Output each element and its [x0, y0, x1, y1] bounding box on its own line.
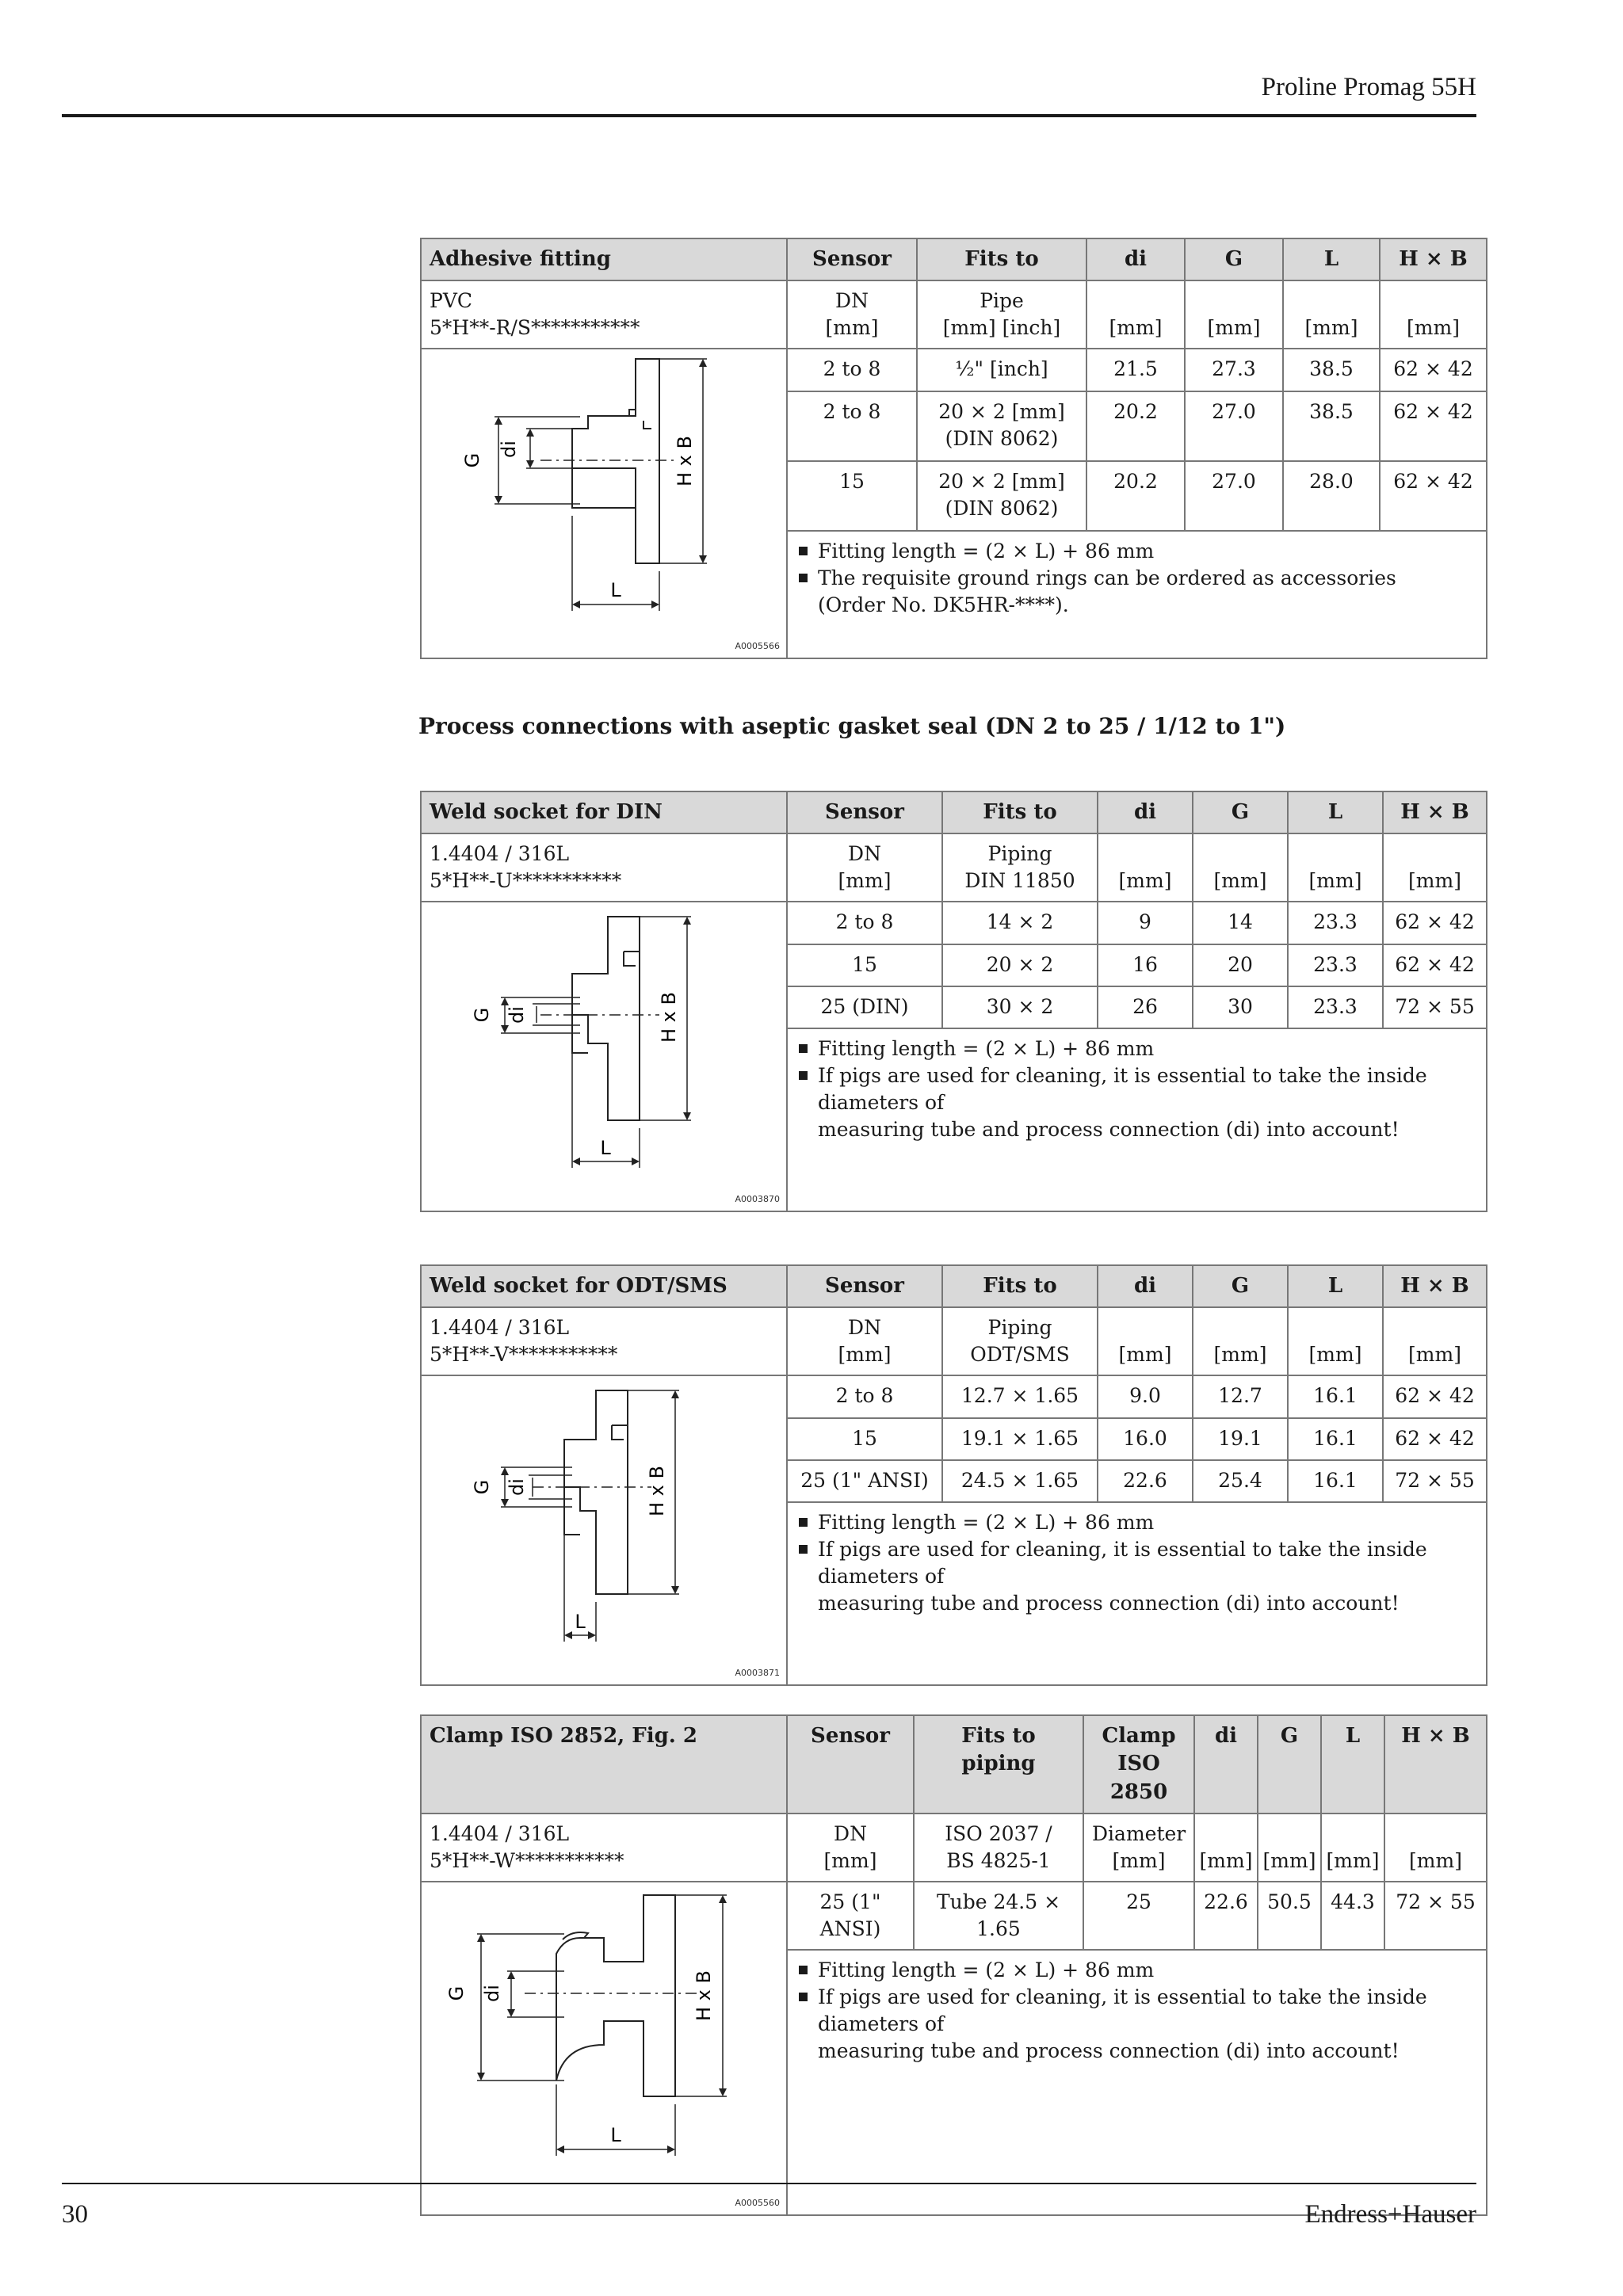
unit-l: [mm] [1288, 1307, 1383, 1375]
cell: 14 [1193, 902, 1288, 944]
col-header-name: Weld socket for DIN [421, 791, 787, 833]
section-heading: Process connections with aseptic gasket seal (DN 2 to 25 / 1/12 to 1") [418, 713, 1286, 739]
sensor-unit-1: DN [848, 1316, 881, 1340]
order-code: 5*H**-W*********** [430, 1849, 624, 1873]
note-item [796, 1509, 1478, 1536]
cell: 16.1 [1288, 1418, 1383, 1460]
l-dim-label: L [575, 1611, 586, 1634]
note-text: If pigs are used for cleaning, it is essential to take the inside diameters of [818, 1064, 1427, 1115]
note-text: If pigs are used for cleaning, it is essential to take the inside diameters of [818, 1538, 1427, 1589]
col-header-name: Clamp ISO 2852, Fig. 2 [421, 1715, 787, 1814]
col-header-g: G [1193, 791, 1288, 833]
sensor-unit-1: DN [835, 289, 869, 313]
col-header-di: di [1194, 1715, 1258, 1814]
g-dim-label: G [445, 1985, 468, 2001]
unit-l: [mm] [1283, 280, 1380, 349]
sensor-unit-2: [mm] [838, 1343, 892, 1367]
cell: 62 × 42 [1383, 944, 1487, 986]
cell: 26 [1098, 986, 1193, 1028]
col-header-di: di [1098, 791, 1193, 833]
col-header-di: di [1086, 238, 1185, 280]
notes [787, 1028, 1487, 1211]
note-item [796, 1062, 1478, 1143]
unit-di: [mm] [1194, 1814, 1258, 1882]
material: PVC [430, 289, 473, 313]
figure-code: A0005560 [735, 2198, 780, 2209]
sensor-unit-2: [mm] [823, 1849, 877, 1873]
fits-unit-1: Pipe [980, 289, 1024, 313]
adhesive-fitting-table [420, 238, 1487, 659]
cell-line: piping [961, 1752, 1036, 1776]
notes [787, 531, 1487, 659]
cell: 30 [1193, 986, 1288, 1028]
footer-rule [62, 2183, 1476, 2184]
footer-brand: Endress+Hauser [1304, 2200, 1476, 2229]
bullet-icon [799, 574, 808, 582]
cell: 24.5 × 1.65 [942, 1460, 1098, 1502]
unit-hxb: [mm] [1380, 280, 1487, 349]
g-dim-label: G [461, 453, 483, 468]
note-text: The requisite ground rings can be ordered as accessories [818, 566, 1396, 589]
cell: 27.3 [1185, 349, 1283, 391]
unit-g: [mm] [1258, 1814, 1321, 1882]
cell: 25 [1083, 1882, 1194, 1950]
cell: 62 × 42 [1383, 902, 1487, 944]
cell: 62 × 42 [1380, 349, 1487, 391]
cell-line: Clamp [1102, 1724, 1176, 1748]
weld-socket-din-drawing [422, 902, 786, 1203]
note-text: Fitting length = (2 × L) + 86 mm [818, 1958, 1155, 1982]
col-header-name: Adhesive fitting [421, 238, 787, 280]
weld-socket-odt-table [420, 1264, 1487, 1686]
col-header-fits: Fits to [942, 791, 1098, 833]
cell: 62 × 42 [1383, 1418, 1487, 1460]
cell: 38.5 [1283, 391, 1380, 461]
cell: 27.0 [1185, 461, 1283, 531]
fitting-drawing [421, 1375, 787, 1685]
cell-line: 20 × 2 [mm] [938, 469, 1065, 493]
bullet-icon [799, 1071, 808, 1080]
clamp-iso-drawing [422, 1882, 786, 2183]
fitting-drawing [421, 349, 787, 658]
note-item [796, 1984, 1478, 2065]
bullet-icon [799, 547, 808, 555]
note-item [796, 1957, 1478, 1984]
cell: 16 [1098, 944, 1193, 986]
col-header-sensor: Sensor [787, 791, 942, 833]
col-header-sensor: Sensor [787, 1265, 942, 1307]
order-code: 5*H**-R/S*********** [430, 316, 640, 340]
cell: 19.1 × 1.65 [942, 1418, 1098, 1460]
di-dim-label: di [498, 441, 520, 459]
cell: 2 to 8 [787, 349, 917, 391]
col-header-g: G [1193, 1265, 1288, 1307]
cell: 15 [787, 1418, 942, 1460]
di-dim-label: di [506, 1478, 528, 1497]
page-header-title: Proline Promag 55H [1261, 73, 1476, 101]
cell: 12.7 × 1.65 [942, 1375, 1098, 1417]
cell-line: (DIN 8062) [945, 496, 1059, 520]
cell-line: 20 × 2 [mm] [938, 399, 1065, 423]
cell: 9 [1098, 902, 1193, 944]
unit-g: [mm] [1193, 1307, 1288, 1375]
bullet-icon [799, 1518, 808, 1527]
cell: 16.1 [1288, 1375, 1383, 1417]
fits-unit-2: BS 4825-1 [946, 1849, 1051, 1873]
cell: 23.3 [1288, 986, 1383, 1028]
unit-di: [mm] [1098, 1307, 1193, 1375]
l-dim-label: L [610, 579, 621, 602]
cell: 44.3 [1321, 1882, 1384, 1950]
fits-unit-2: DIN 11850 [964, 869, 1075, 893]
note-text: Fitting length = (2 × L) + 86 mm [818, 1511, 1155, 1535]
cell: 2 to 8 [787, 1375, 942, 1417]
cell: 72 × 55 [1384, 1882, 1487, 1950]
cell: 23.3 [1288, 902, 1383, 944]
figure-code: A0005566 [735, 641, 780, 652]
cell: 50.5 [1258, 1882, 1321, 1950]
sensor-unit-2: [mm] [825, 316, 879, 340]
cell: 12.7 [1193, 1375, 1288, 1417]
weld-socket-din-table [420, 791, 1487, 1212]
notes [787, 1950, 1487, 2215]
cell: 20 × 2 [942, 944, 1098, 986]
cell: 22.6 [1194, 1882, 1258, 1950]
col-header-fits: Fits to [917, 238, 1086, 280]
cell [917, 391, 1086, 461]
col-header-hxb: H × B [1383, 791, 1487, 833]
cell: ½" [inch] [917, 349, 1086, 391]
cell: 20.2 [1086, 391, 1185, 461]
material: 1.4404 / 316L [430, 842, 570, 866]
cell: 25.4 [1193, 1460, 1288, 1502]
order-code: 5*H**-U*********** [430, 869, 622, 893]
cell: 38.5 [1283, 349, 1380, 391]
di-dim-label: di [481, 1985, 503, 2003]
col-header-g: G [1258, 1715, 1321, 1814]
fitting-drawing [421, 1882, 787, 2215]
unit-l: [mm] [1321, 1814, 1384, 1882]
col-header-g: G [1185, 238, 1283, 280]
hxb-dim-label: H x B [674, 436, 696, 487]
note-text: Fitting length = (2 × L) + 86 mm [818, 1037, 1155, 1061]
notes [787, 1502, 1487, 1685]
header-rule [62, 114, 1476, 117]
cell: 2 to 8 [787, 391, 917, 461]
cell: 16.0 [1098, 1418, 1193, 1460]
col-header-hxb: H × B [1380, 238, 1487, 280]
cell: Tube 24.5 × 1.65 [914, 1882, 1083, 1950]
adhesive-fitting-drawing [422, 349, 786, 650]
fits-unit-2: ODT/SMS [970, 1343, 1070, 1367]
col-header-fits [914, 1715, 1083, 1814]
clamp-unit-2: [mm] [1112, 1849, 1166, 1873]
cell: 16.1 [1288, 1460, 1383, 1502]
note-item [796, 565, 1478, 619]
cell: 22.6 [1098, 1460, 1193, 1502]
cell: 72 × 55 [1383, 1460, 1487, 1502]
sensor-unit-1: DN [848, 842, 881, 866]
note-item [796, 1536, 1478, 1617]
fits-unit-1: ISO 2037 / [945, 1822, 1052, 1846]
unit-di: [mm] [1086, 280, 1185, 349]
col-header-clamp [1083, 1715, 1194, 1814]
hxb-dim-label: H x B [658, 992, 680, 1043]
unit-hxb: [mm] [1384, 1814, 1487, 1882]
cell: 21.5 [1086, 349, 1185, 391]
cell-line: ISO 2850 [1109, 1752, 1168, 1804]
figure-code: A0003870 [735, 1194, 780, 1205]
cell: 20.2 [1086, 461, 1185, 531]
col-header-di: di [1098, 1265, 1193, 1307]
fits-unit-2: [mm] [inch] [942, 316, 1061, 340]
cell: 25 (DIN) [787, 986, 942, 1028]
col-header-l: L [1288, 1265, 1383, 1307]
material: 1.4404 / 316L [430, 1822, 570, 1846]
weld-socket-odt-drawing [422, 1376, 786, 1677]
note-text: If pigs are used for cleaning, it is essential to take the inside diameters of [818, 1985, 1427, 2036]
col-header-fits: Fits to [942, 1265, 1098, 1307]
bullet-icon [799, 1044, 808, 1053]
cell: 20 [1193, 944, 1288, 986]
note-text: measuring tube and process connection (di) into account! [818, 1118, 1400, 1142]
col-header-hxb: H × B [1383, 1265, 1487, 1307]
cell: 25 (1" ANSI) [787, 1882, 914, 1950]
bullet-icon [799, 1545, 808, 1554]
cell: 62 × 42 [1383, 1375, 1487, 1417]
cell [917, 461, 1086, 531]
bullet-icon [799, 1966, 808, 1974]
cell: 14 × 2 [942, 902, 1098, 944]
cell: 30 × 2 [942, 986, 1098, 1028]
col-header-name: Weld socket for ODT/SMS [421, 1265, 787, 1307]
unit-g: [mm] [1185, 280, 1283, 349]
cell: 25 (1" ANSI) [787, 1460, 942, 1502]
unit-hxb: [mm] [1383, 1307, 1487, 1375]
note-text: measuring tube and process connection (di) into account! [818, 2039, 1400, 2063]
col-header-l: L [1321, 1715, 1384, 1814]
l-dim-label: L [610, 2124, 621, 2147]
unit-l: [mm] [1288, 833, 1383, 902]
note-item [796, 1035, 1478, 1062]
g-dim-label: G [471, 1008, 493, 1023]
clamp-iso-table [420, 1714, 1487, 2216]
cell: 62 × 42 [1380, 461, 1487, 531]
fits-unit-1: Piping [987, 842, 1052, 866]
sensor-unit-2: [mm] [838, 869, 892, 893]
hxb-dim-label: H x B [646, 1466, 668, 1517]
sensor-unit-1: DN [834, 1822, 867, 1846]
fitting-drawing [421, 902, 787, 1211]
note-text: Fitting length = (2 × L) + 86 mm [818, 539, 1155, 563]
col-header-hxb: H × B [1384, 1715, 1487, 1814]
cell-line: (DIN 8062) [945, 426, 1059, 450]
note-text: (Order No. DK5HR-****). [818, 593, 1069, 616]
material: 1.4404 / 316L [430, 1316, 570, 1340]
cell: 2 to 8 [787, 902, 942, 944]
l-dim-label: L [600, 1137, 611, 1160]
cell: 62 × 42 [1380, 391, 1487, 461]
cell: 28.0 [1283, 461, 1380, 531]
g-dim-label: G [471, 1480, 493, 1495]
cell: 23.3 [1288, 944, 1383, 986]
unit-hxb: [mm] [1383, 833, 1487, 902]
figure-code: A0003871 [735, 1668, 780, 1679]
col-header-l: L [1288, 791, 1383, 833]
fits-unit-1: Piping [987, 1316, 1052, 1340]
cell: 15 [787, 461, 917, 531]
note-text: measuring tube and process connection (di) into account! [818, 1592, 1400, 1615]
hxb-dim-label: H x B [693, 1970, 715, 2022]
order-code: 5*H**-V*********** [430, 1343, 618, 1367]
unit-di: [mm] [1098, 833, 1193, 902]
bullet-icon [799, 1993, 808, 2001]
cell: 72 × 55 [1383, 986, 1487, 1028]
cell: 15 [787, 944, 942, 986]
cell: 19.1 [1193, 1418, 1288, 1460]
cell: 27.0 [1185, 391, 1283, 461]
cell-line: Fits to [961, 1724, 1036, 1748]
note-item [796, 538, 1478, 565]
col-header-sensor: Sensor [787, 1715, 914, 1814]
page-number: 30 [62, 2200, 88, 2229]
col-header-sensor: Sensor [787, 238, 917, 280]
col-header-l: L [1283, 238, 1380, 280]
di-dim-label: di [506, 1006, 528, 1024]
cell: 9.0 [1098, 1375, 1193, 1417]
clamp-unit-1: Diameter [1092, 1822, 1186, 1846]
unit-g: [mm] [1193, 833, 1288, 902]
